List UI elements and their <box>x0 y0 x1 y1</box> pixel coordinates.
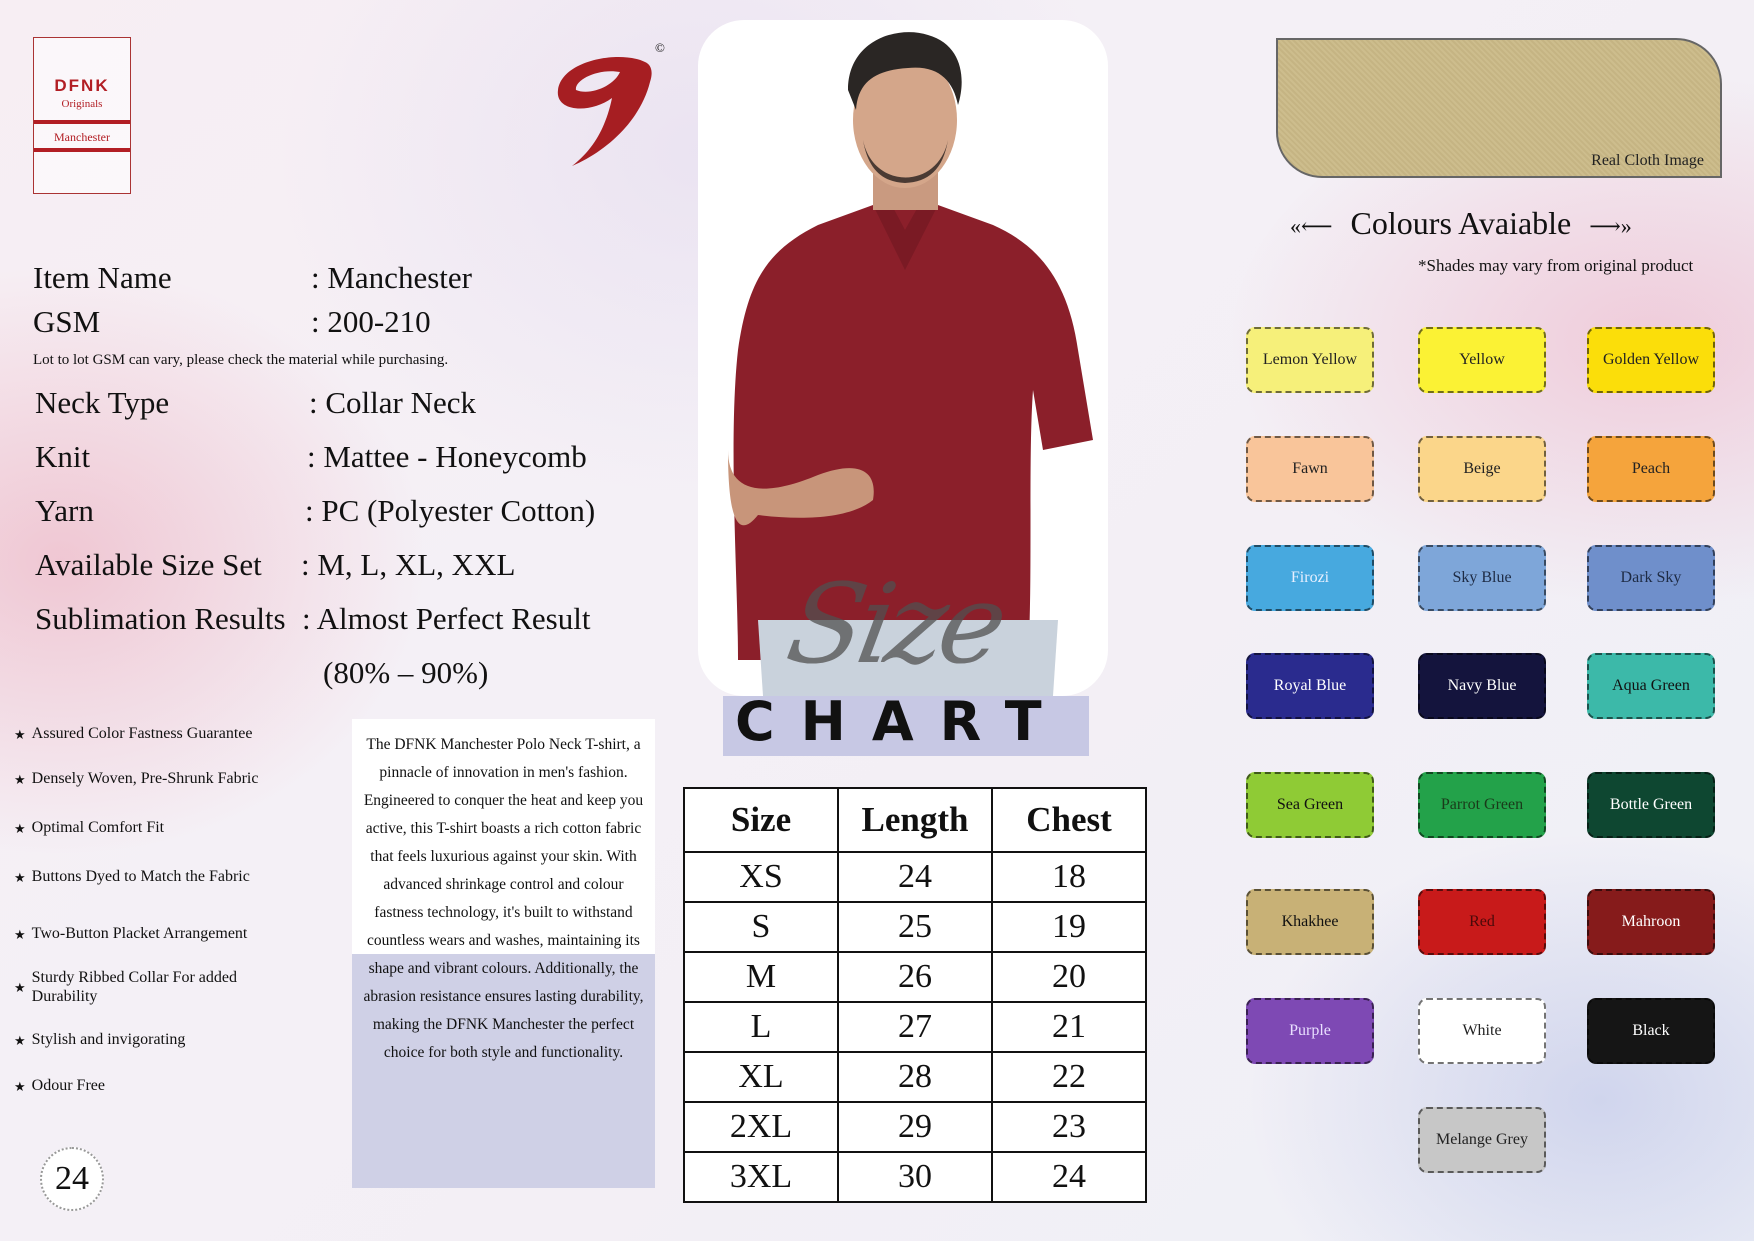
column-header: Chest <box>992 788 1146 852</box>
feature-item: ★ Sturdy Ribbed Collar For added Durability <box>14 969 237 1005</box>
brand-mark-icon <box>550 52 670 170</box>
feature-item: ★ Stylish and invigorating <box>14 1031 274 1051</box>
logo-brand: DFNK <box>54 76 110 95</box>
gsm-note: Lot to lot GSM can vary, please check the material while purchasing. <box>33 352 449 368</box>
colour-swatch <box>1587 998 1715 1064</box>
table-cell: 3XL <box>684 1152 838 1202</box>
table-row <box>684 952 1146 1002</box>
feature-item: ★ Densely Woven, Pre-Shrunk Fabric <box>14 770 274 790</box>
feature-item: ★ Optimal Comfort Fit <box>14 819 274 839</box>
colour-swatch <box>1246 772 1374 838</box>
feature-item: ★ Assured Color Fastness Guarantee <box>14 725 274 745</box>
colour-swatch-label: White <box>1462 1022 1502 1039</box>
table-cell: 22 <box>992 1052 1146 1102</box>
colour-swatch-label: Peach <box>1631 460 1671 477</box>
colour-swatch-label: Fawn <box>1292 460 1328 477</box>
colour-swatch <box>1418 998 1546 1064</box>
star-icon: ★ <box>14 927 26 942</box>
colour-swatch <box>1246 653 1374 719</box>
colour-swatch <box>1587 653 1715 719</box>
table-cell: 24 <box>992 1152 1146 1202</box>
colour-swatch <box>1587 889 1715 955</box>
colour-swatch-label: Royal Blue <box>1273 677 1347 694</box>
star-icon: ★ <box>14 870 26 885</box>
cloth-swatch-image <box>1276 38 1722 178</box>
table-row <box>684 1102 1146 1152</box>
table-cell: 21 <box>992 1002 1146 1052</box>
colour-swatch <box>1418 653 1546 719</box>
star-icon: ★ <box>14 1079 26 1094</box>
table-cell: XL <box>684 1052 838 1102</box>
colour-swatch <box>1246 889 1374 955</box>
colour-swatch <box>1418 436 1546 502</box>
table-header-row <box>684 788 1146 852</box>
star-icon: ★ <box>14 727 26 742</box>
table-cell: S <box>684 902 838 952</box>
colour-swatch-label: Parrot Green <box>1440 796 1524 813</box>
table-cell: 20 <box>992 952 1146 1002</box>
table-cell: 27 <box>838 1002 992 1052</box>
colour-swatch-label: Firozi <box>1290 569 1330 586</box>
table-row <box>684 902 1146 952</box>
trademark: © <box>655 40 665 55</box>
table-cell: 26 <box>838 952 992 1002</box>
table-cell: M <box>684 952 838 1002</box>
column-header: Length <box>838 788 992 852</box>
table-cell: 29 <box>838 1102 992 1152</box>
table-cell: 28 <box>838 1052 992 1102</box>
colours-heading: «⟵ Colours Avaiable ⟶» <box>1290 205 1632 241</box>
table-row <box>684 852 1146 902</box>
table-row <box>684 1052 1146 1102</box>
colour-swatch <box>1246 327 1374 393</box>
table-cell: L <box>684 1002 838 1052</box>
colour-swatch-label: Sky Blue <box>1452 569 1512 586</box>
colour-swatch <box>1246 545 1374 611</box>
sublimation-percent: (80% – 90%) <box>323 655 489 690</box>
colour-swatch <box>1418 545 1546 611</box>
colour-swatch-label: Beige <box>1463 460 1501 477</box>
size-chart-table <box>683 787 1147 1203</box>
feature-item: ★ Buttons Dyed to Match the Fabric <box>14 868 274 888</box>
colour-swatch-label: Golden Yellow <box>1602 351 1699 368</box>
star-icon: ★ <box>14 1033 26 1048</box>
colour-swatch-label: Yellow <box>1459 351 1505 368</box>
colour-swatch-label: Dark Sky <box>1620 569 1682 586</box>
feature-item: ★ Odour Free <box>14 1077 274 1097</box>
colour-swatch-label: Red <box>1469 913 1495 930</box>
arrow-left-icon: «⟵ <box>1290 213 1333 239</box>
table-cell: 24 <box>838 852 992 902</box>
colour-swatch <box>1418 327 1546 393</box>
page-number: 24 <box>40 1147 104 1211</box>
star-icon: ★ <box>14 772 26 787</box>
colour-swatch <box>1587 772 1715 838</box>
colour-swatch-label: Black <box>1632 1022 1670 1039</box>
description-text: The DFNK Manchester Polo Neck T-shirt, a pinnacle of innovation in men's fashion. Engineered to conquer the heat and keep you active, this T-shirt boasts a rich cotton fabric that feels luxurious against your skin. With advanced shrinkage control and colour fastness technology, it's built to withstand countless wears and washes, maintaining its shape and vibrant colours. Additionally, the abrasion resistance ensures lasting durability, making the DFNK Manchester the perfect choice for both style and functionality. <box>363 736 644 1061</box>
colour-swatch-label: Bottle Green <box>1609 796 1693 813</box>
colour-swatch-label: Melange Grey <box>1436 1131 1528 1148</box>
table-cell: 25 <box>838 902 992 952</box>
colour-swatch <box>1418 772 1546 838</box>
logo-sub: Originals <box>61 98 103 110</box>
cloth-label: Real Cloth Image <box>1591 152 1704 169</box>
description-box <box>352 719 655 1188</box>
colour-swatch-label: Khakhee <box>1281 913 1339 930</box>
colour-swatch <box>1587 327 1715 393</box>
colour-swatch <box>1246 998 1374 1064</box>
feature-item: ★ Two-Button Placket Arrangement <box>14 925 274 945</box>
colour-swatch-label: Purple <box>1289 1022 1331 1039</box>
brand-logo <box>33 37 131 194</box>
star-icon: ★ <box>14 980 26 995</box>
table-cell: 2XL <box>684 1102 838 1152</box>
colour-swatch-label: Mahroon <box>1621 913 1681 930</box>
colour-swatch <box>1587 436 1715 502</box>
colour-swatch-label: Lemon Yellow <box>1262 351 1358 368</box>
table-cell: 19 <box>992 902 1146 952</box>
table-cell: 23 <box>992 1102 1146 1152</box>
shades-note: *Shades may vary from original product <box>1418 256 1694 275</box>
table-row <box>684 1152 1146 1202</box>
column-header: Size <box>684 788 838 852</box>
colour-swatch <box>1246 436 1374 502</box>
colour-swatch <box>1418 1107 1546 1173</box>
colour-swatch-label: Navy Blue <box>1447 677 1517 694</box>
colour-swatch <box>1587 545 1715 611</box>
colour-swatch-label: Sea Green <box>1276 796 1344 813</box>
colour-swatch <box>1418 889 1546 955</box>
size-script-heading: Size <box>778 560 1011 688</box>
colour-swatch-label: Aqua Green <box>1612 677 1690 694</box>
arrow-right-icon: ⟶» <box>1589 213 1632 239</box>
table-cell: XS <box>684 852 838 902</box>
star-icon: ★ <box>14 821 26 836</box>
logo-line: Manchester <box>54 130 110 144</box>
table-cell: 18 <box>992 852 1146 902</box>
table-row <box>684 1002 1146 1052</box>
chart-heading: CHART <box>735 690 1068 753</box>
table-cell: 30 <box>838 1152 992 1202</box>
